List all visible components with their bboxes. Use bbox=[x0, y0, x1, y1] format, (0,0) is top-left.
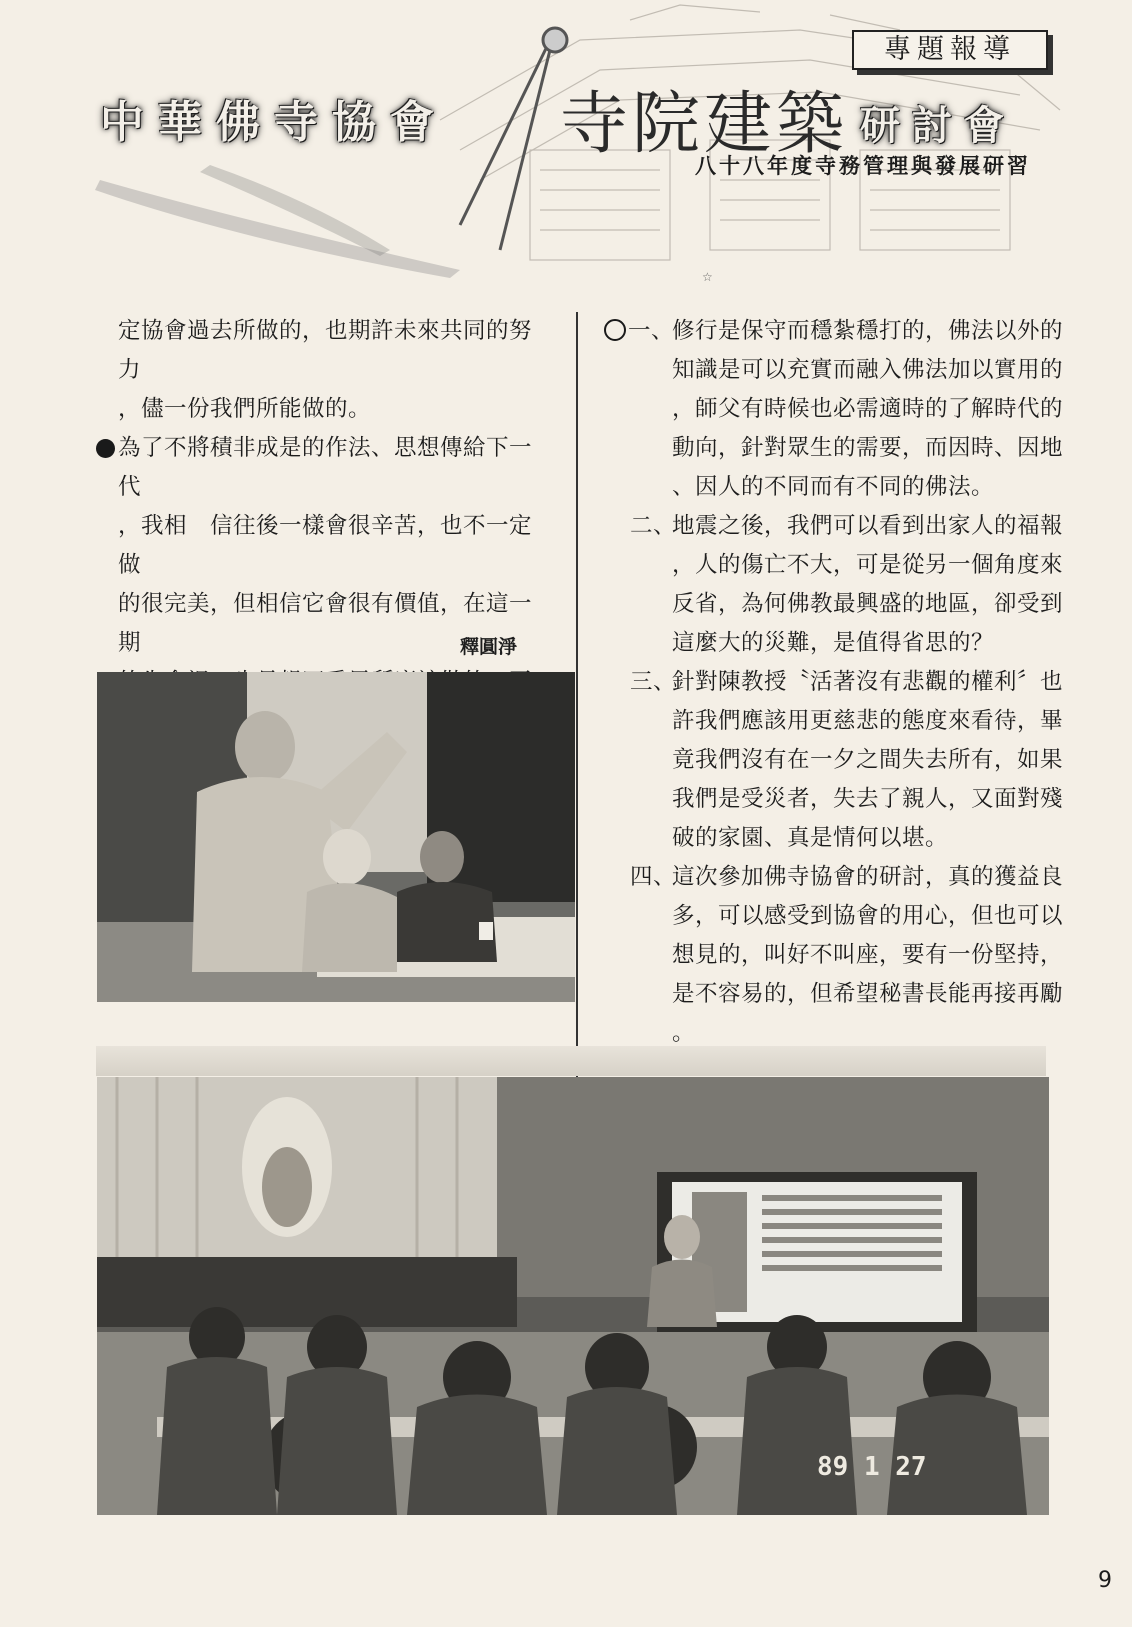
text-line: 為了不將積非成是的作法、思想傳給下一代 bbox=[118, 435, 533, 500]
text-line: 定協會過去所做的，也期許未來共同的努力 bbox=[118, 318, 533, 383]
photo-date-stamp: 89 1 27 bbox=[817, 1452, 927, 1482]
photo-shadow-strip bbox=[96, 1046, 1046, 1076]
text-line: 、因人的不同而有不同的佛法。 bbox=[672, 474, 995, 500]
page-number: 9 bbox=[1098, 1568, 1112, 1593]
text-line: 動向，針對眾生的需要，而因時、因地 bbox=[672, 435, 1064, 461]
item-number: 二、 bbox=[630, 513, 677, 539]
bullet-icon bbox=[96, 439, 115, 458]
header-title-left: 中華佛寺協會 bbox=[100, 97, 448, 148]
circle-marker-icon bbox=[604, 319, 626, 341]
left-paragraph-1 bbox=[100, 312, 550, 429]
author-signature: 釋圓淨 bbox=[460, 636, 518, 658]
photo-seminar-hall bbox=[97, 1077, 1049, 1515]
text-line: 反省，為何佛教最興盛的地區，卻受到 bbox=[672, 591, 1064, 617]
text-line: 竟我們沒有在一夕之間失去所有，如果 bbox=[672, 747, 1064, 773]
text-line: 針對陳教授〝活著沒有悲觀的權利〞也 bbox=[672, 669, 1064, 695]
text-line: 這麼大的災難，是值得省思的？ bbox=[672, 630, 995, 656]
text-line: 許我們應該用更慈悲的態度來看待，畢 bbox=[672, 708, 1064, 734]
item-number: 一、 bbox=[604, 312, 674, 351]
text-line: 的很完美，但相信它會很有價值，在這一期 bbox=[118, 591, 533, 656]
column-divider bbox=[576, 312, 578, 1080]
text-line: 是不容易的，但希望秘書長能再接再勵 bbox=[672, 981, 1064, 1007]
text-line: 修行是保守而穩紮穩打的，佛法以外的 bbox=[672, 318, 1064, 344]
text-line: 想見的，叫好不叫座，要有一份堅持， bbox=[672, 942, 1064, 968]
text-line: 破的家園、真是情何以堪。 bbox=[672, 825, 949, 851]
item-number: 四、 bbox=[630, 864, 677, 890]
text-line: 我們是受災者，失去了親人，又面對殘 bbox=[672, 786, 1064, 812]
text-line: 知識是可以充實而融入佛法加以實用的 bbox=[672, 357, 1064, 383]
text-line: 多，可以感受到協會的用心，但也可以 bbox=[672, 903, 1064, 929]
text-line: 地震之後，我們可以看到出家人的福報 bbox=[672, 513, 1064, 539]
list-item bbox=[604, 663, 1064, 858]
photo-speaker-monk bbox=[97, 672, 575, 1002]
list-item bbox=[604, 858, 1064, 1053]
list-item bbox=[604, 507, 1064, 663]
section-badge: 專題報導 bbox=[852, 30, 1048, 70]
text-line: ，我相 信往後一樣會很辛苦，也不一定做 bbox=[118, 513, 533, 578]
text-line: ，儘一份我們所能做的。 bbox=[118, 396, 372, 422]
right-column bbox=[604, 312, 1064, 1053]
header-title-right: 研討會 bbox=[860, 102, 1016, 149]
list-item bbox=[604, 312, 1064, 507]
text-line: 這次參加佛寺協會的研討，真的獲益良 bbox=[672, 864, 1064, 890]
header-title-main: 寺院建築 bbox=[560, 85, 849, 164]
header-subtitle: 八十八年度寺務管理與發展研習 bbox=[695, 154, 1031, 178]
compass-shadow-decoration bbox=[90, 160, 470, 280]
star-ornament: ☆ bbox=[702, 270, 713, 284]
text-line: 。 bbox=[672, 1020, 696, 1046]
item-number: 三、 bbox=[630, 669, 677, 695]
text-line: ，師父有時候也必需適時的了解時代的 bbox=[672, 396, 1064, 422]
text-line: ，人的傷亡不大，可是從另一個角度來 bbox=[672, 552, 1064, 578]
